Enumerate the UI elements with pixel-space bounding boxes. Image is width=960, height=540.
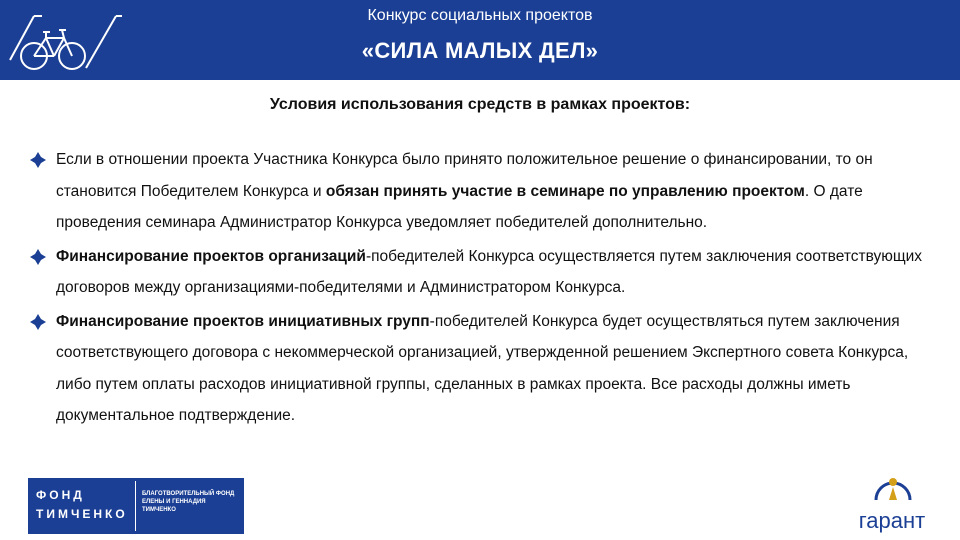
fund-full-name-line2: ЕЛЕНЫ И ГЕННАДИЯ: [142, 499, 206, 505]
logo-divider: [135, 481, 136, 531]
bullet-text: Если в отношении проекта Участника Конкурса было принято положительное решение о финансировании, то он становится Победителем Конкурса и: [56, 151, 873, 200]
fund-name: [36, 486, 128, 524]
fund-name-line2: ТИМЧЕНКО: [36, 507, 128, 521]
fund-full-name: [142, 490, 234, 514]
diamond-bullet-icon: [30, 314, 46, 330]
bullet-item: [30, 144, 930, 239]
bullet-text: . О дате проведения семинара Администратор Конкурса уведомляет победителей дополнительно.: [56, 182, 863, 231]
bullet-list: [30, 144, 930, 432]
bullet-text: -победителей Конкурса будет осуществляться путем заключения соответствующего договора с некоммерческой организацией, утвержденной решением Экспертного совета Конкурса, либо путем оплаты расходов инициативной группы, сделанных в рамках проекта. Все расходы должны иметь документальное подтверждение.: [56, 312, 909, 424]
section-subtitle: Условия использования средств в рамках проектов:: [269, 96, 691, 113]
garant-logo: [844, 474, 940, 536]
header-banner: [0, 0, 960, 80]
bullet-bold-text: Финансирование проектов организаций: [56, 247, 366, 265]
diamond-bullet-icon: [30, 249, 46, 265]
bullet-bold-text: обязан принять участие в семинаре по управлению проектом: [325, 182, 805, 200]
header-title: Конкурс социальных проектов: [367, 7, 593, 24]
timchenko-fund-logo: [28, 478, 244, 534]
garant-logo-text: гарант: [858, 508, 926, 533]
bullet-item: [30, 306, 930, 432]
bullet-text: -победителей Конкурса осуществляется путем заключения соответствующих договоров между организациями-победителями и Администратором Конкурса.: [56, 247, 923, 296]
diamond-bullet-icon: [30, 152, 46, 168]
fund-name-line1: ФОНД: [36, 488, 85, 502]
header-headline: «СИЛА МАЛЫХ ДЕЛ»: [361, 38, 599, 63]
fund-full-name-line1: БЛАГОТВОРИТЕЛЬНЫЙ ФОНД: [142, 491, 235, 497]
bullet-item: [30, 241, 930, 304]
bullet-bold-text: Финансирование проектов инициативных групп: [56, 312, 430, 330]
fund-full-name-line3: ТИМЧЕНКО: [142, 507, 176, 513]
